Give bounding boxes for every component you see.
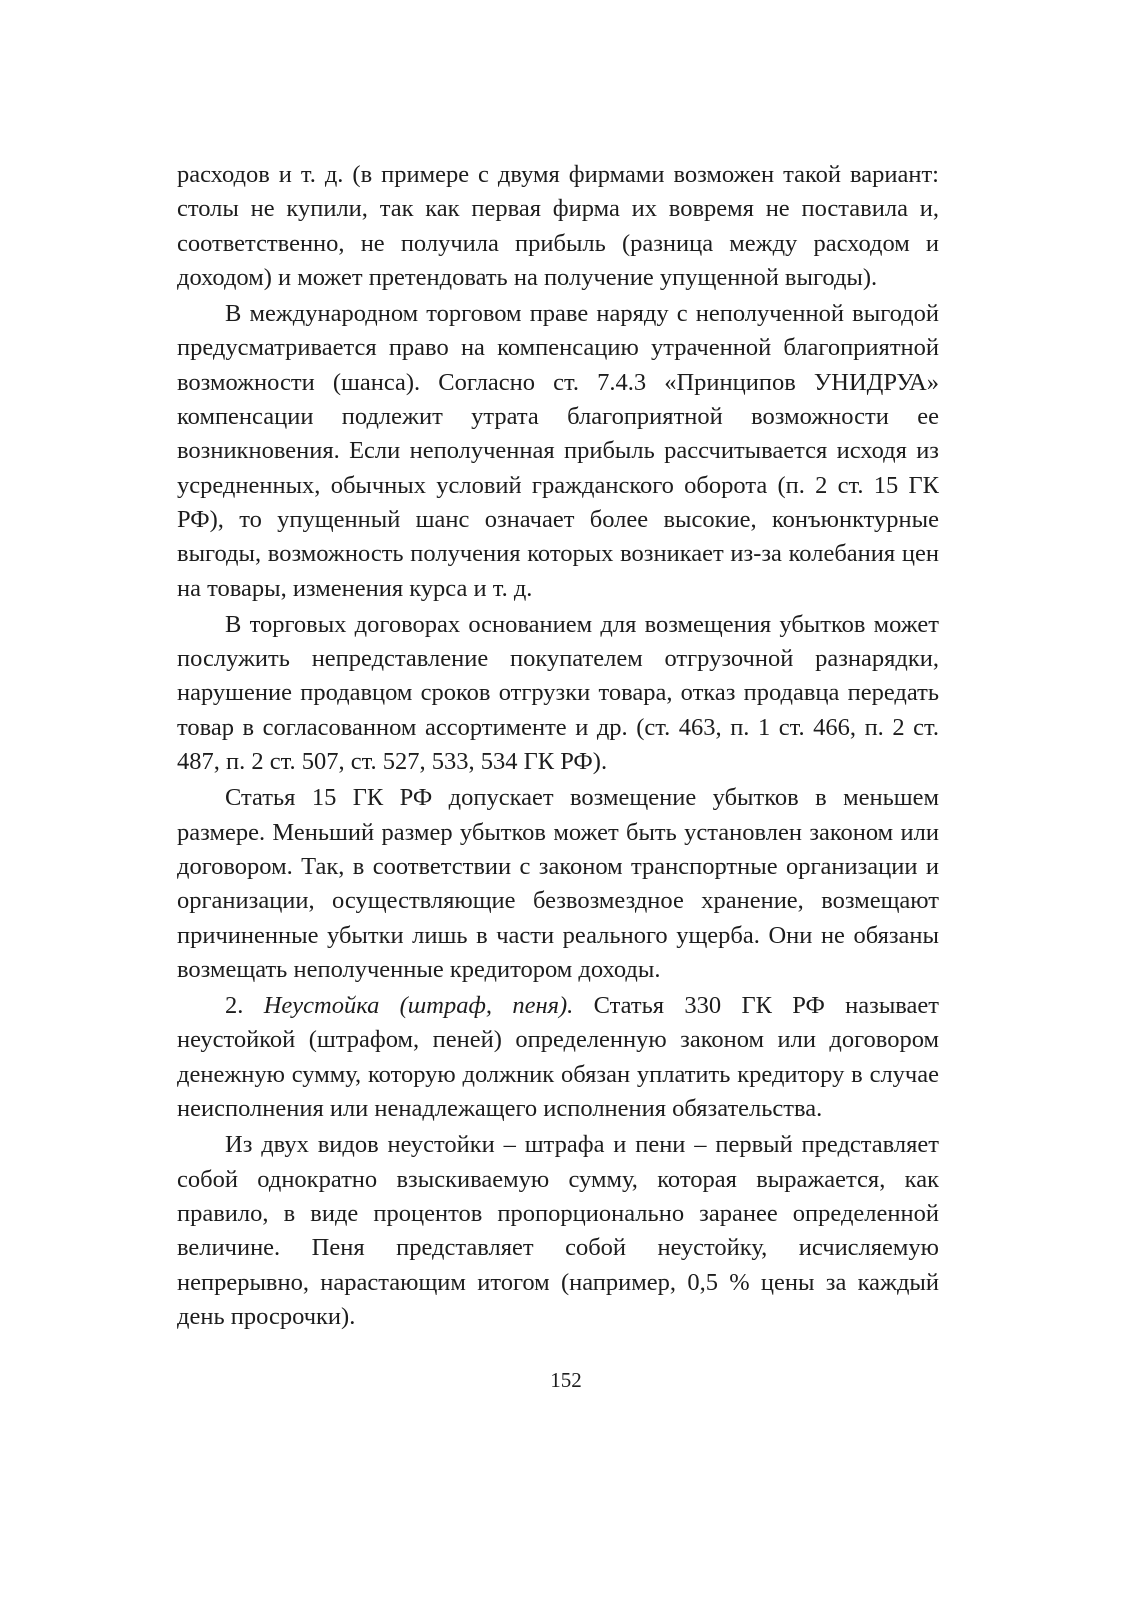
paragraph-lost-opportunity: В международном торговом праве наряду с неполученной выгодой предусматривается право на компенсацию утраченной благоприятной возможности (шанса). Согласно ст. 7.4.3 «Принципов УНИДРУА» компенсации подлежит утрата благоприятной возможности ее возникновения. Если неполученная прибыль рассчитывается исходя из усредненных, обычных условий гражданского оборота (п. 2 ст. 15 ГК РФ), то упущенный шанс означает более высокие, конъюнктурные выгоды, возможность получения которых возникает из-за колебания цен на товары, изменения курса и т. д. bbox=[177, 300, 939, 602]
paragraph-trade-contracts: В торговых договорах основанием для возмещения убытков может послужить непредставление покупателем отгрузочной разнарядки, нарушение продавцом сроков отгрузки товара, отказ продавца передать товар в согласованном ассортименте и др. (ст. 463, п. 1 ст. 466, п. 2 ст. 487, п. 2 ст. 507, ст. 527, 533, 534 ГК РФ). bbox=[177, 610, 939, 776]
section-heading: Неустойка (штраф, пеня). bbox=[263, 992, 574, 1020]
body-text bbox=[177, 158, 939, 1336]
section-number: 2. bbox=[225, 992, 244, 1020]
page-number: 152 bbox=[550, 1368, 582, 1392]
paragraph-reduced-damages: Статья 15 ГК РФ допускает возмещение убытков в меньшем размере. Меньший размер убытков может быть установлен законом или договором. Так, в соответствии с законом транспортные организации и организации, осуществляющие безвозмездное хранение, возмещают причиненные убытки лишь в части реального ущерба. Они не обязаны возмещать неполученные кредитором доходы. bbox=[177, 784, 939, 983]
paragraph-fine-and-penalty: Из двух видов неустойки – штрафа и пени – первый представляет собой однократно взыскиваемую сумму, которая выражается, как правило, в виде процентов пропорционально заранее определенной величине. Пеня представляет собой неустойку, исчисляемую непрерывно, нарастающим итогом (например, 0,5 % цены за каждый день просрочки). bbox=[177, 1131, 939, 1330]
paragraph-penalty-definition bbox=[177, 989, 939, 1126]
paragraph-penalty-text: Статья 330 ГК РФ называет неустойкой (штрафом, пеней) определенную законом или договором денежную сумму, которую должник обязан уплатить кредитору в случае неисполнения или ненадлежащего исполнения обязательства. bbox=[177, 992, 939, 1123]
paragraph-continuation: расходов и т. д. (в примере с двумя фирмами возможен такой вариант: столы не купили, так как первая фирма их вовремя не поставила и, соответственно, не получила прибыль (разница между расходом и доходом) и может претендовать на получение упущенной выгоды). bbox=[177, 161, 939, 291]
